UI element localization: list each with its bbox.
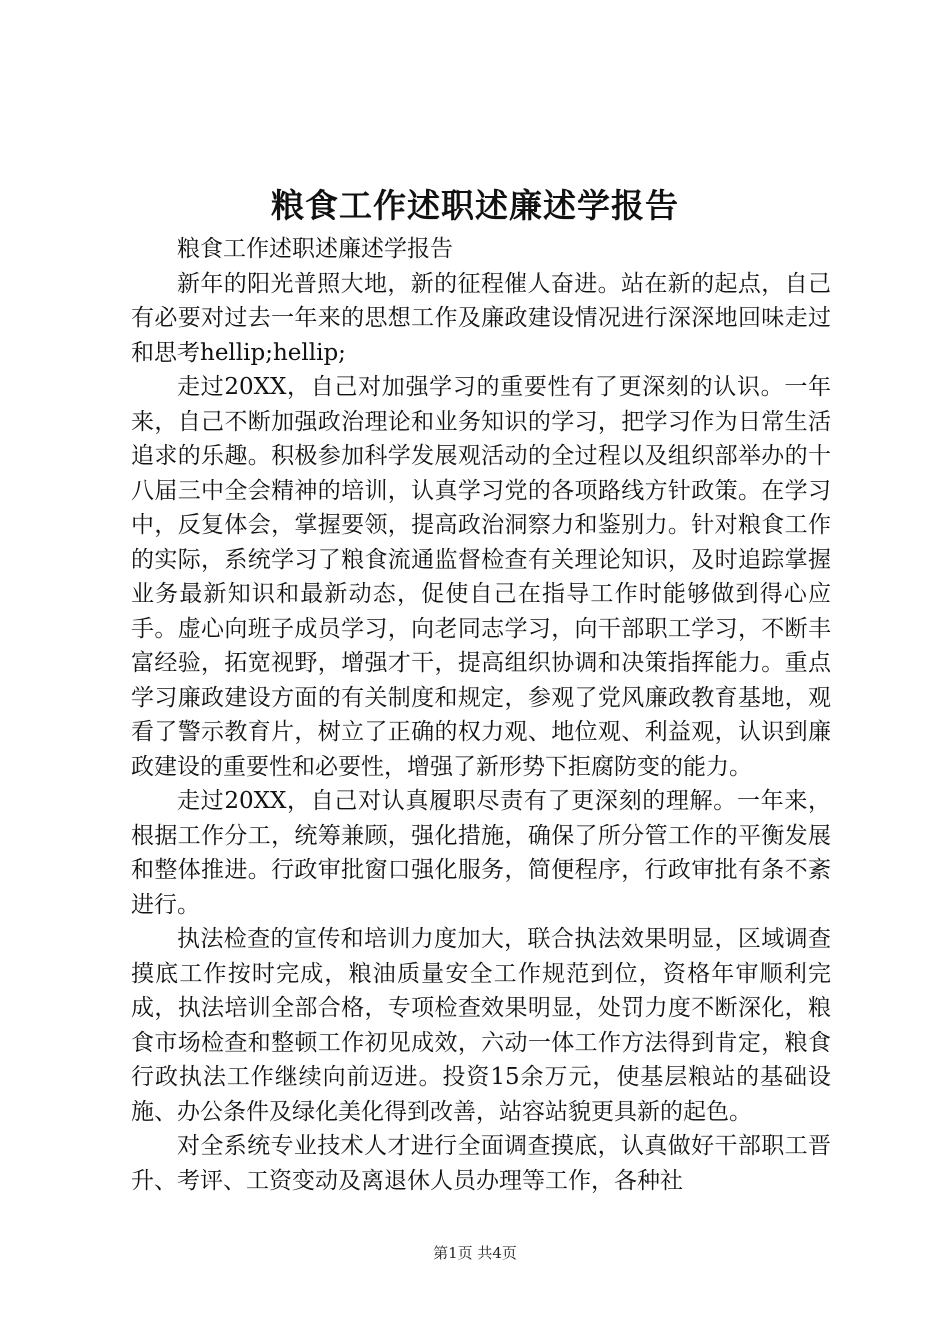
document-body <box>131 232 831 1198</box>
paragraph-subtitle: 粮食工作述职述廉述学报告 <box>177 236 453 262</box>
page-number-footer: 第1页 共4页 <box>433 1244 517 1262</box>
paragraph-duty: 走过20XX，自己对认真履职尽责有了更深刻的理解。一年来，根据工作分工，统筹兼顾，强化措施，确保了所分管工作的平衡发展和整体推进。行政审批窗口强化服务，简便程序，行政审批有条不紊进行。 <box>131 788 831 918</box>
paragraph-personnel: 对全系统专业技术人才进行全面调查摸底，认真做好干部职工晋升、考评、工资变动及离退休人员办理等工作，各种社 <box>131 1133 831 1194</box>
paragraph-study: 走过20XX，自己对加强学习的重要性有了更深刻的认识。一年来，自己不断加强政治理论和业务知识的学习，把学习作为日常生活追求的乐趣。积极参加科学发展观活动的全过程以及组织部举办的十八届三中全会精神的培训，认真学习党的各项路线方针政策。在学习中，反复体会，掌握要领，提高政治洞察力和鉴别力。针对粮食工作的实际，系统学习了粮食流通监督检查有关理论知识，及时追踪掌握业务最新知识和最新动态，促使自己在指导工作时能够做到得心应手。虚心向班子成员学习，向老同志学习，向干部职工学习，不断丰富经验，拓宽视野，增强才干，提高组织协调和决策指挥能力。重点学习廉政建设方面的有关制度和规定，参观了党风廉政教育基地，观看了警示教育片，树立了正确的权力观、地位观、利益观，认识到廉政建设的重要性和必要性，增强了新形势下拒腐防变的能力。 <box>131 374 831 780</box>
paragraph-enforcement: 执法检查的宣传和培训力度加大，联合执法效果明显，区域调查摸底工作按时完成，粮油质量安全工作规范到位，资格年审顺利完成，执法培训全部合格，专项检查效果明显，处罚力度不断深化，粮食市场检查和整顿工作初见成效，六动一体工作方法得到肯定，粮食行政执法工作继续向前迈进。投资15余万元，使基层粮站的基础设施、办公条件及绿化美化得到改善，站容站貌更具新的起色。 <box>131 926 831 1125</box>
document-title: 粮食工作述职述廉述学报告 <box>271 186 679 225</box>
paragraph-intro: 新年的阳光普照大地，新的征程催人奋进。站在新的起点，自己有必要对过去一年来的思想工作及廉政建设情况进行深深地回味走过和思考hellip;hellip; <box>131 270 831 366</box>
